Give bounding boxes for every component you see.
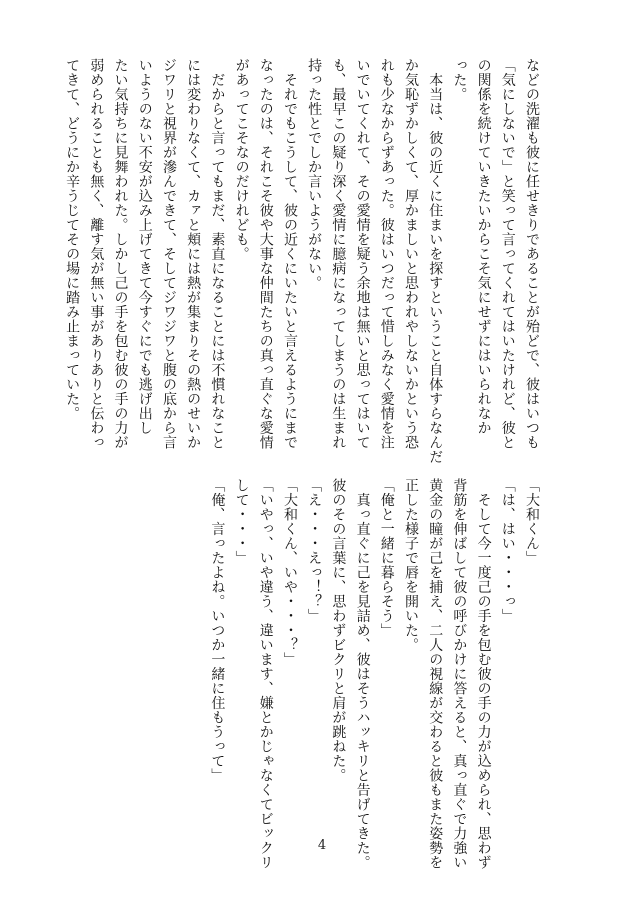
text-line: 「俺と一緒に暮らそう」: [378, 478, 395, 638]
text-line: などの洗濯も彼に任せきりであることが殆どで、彼はいつも: [524, 58, 540, 450]
page-number: 4: [317, 838, 327, 853]
text-line: だからと言ってもまだ、素直になることには不慣れなこと: [209, 58, 226, 450]
text-line: てきて、どうにか辛うじてその場に踏み止まっていた。: [64, 58, 81, 421]
text-line: 本当は、彼の近くに住まいを探すということ自体すらなんだ: [427, 58, 444, 464]
text-line: 「は、はい・・・っ」: [499, 478, 516, 623]
text-line: いでいてくれて、その愛情を疑う余地は無いと思ってはいて: [354, 58, 371, 450]
text-line: 「気にしないで」と笑って言ってくれてはいたけれど、彼と: [499, 58, 516, 450]
text-line: 黄金の瞳が己を捕え、二人の視線が交わると彼もまた姿勢を: [427, 478, 444, 870]
text-line: 正した様子で唇を開いた。: [402, 478, 419, 652]
text-line: たい気持ちに見舞われた。しかし己の手を包む彼の手の力が: [112, 58, 129, 450]
bottom-text-block: [205, 478, 544, 870]
text-line: いようのない不安が込み上げてきて今すぐにでも逃げ出し: [136, 58, 153, 435]
text-line: して・・・」: [233, 478, 250, 565]
text-line: 「俺、言ったよね。いつか一緒に住もうって」: [209, 478, 226, 783]
text-line: 持った性とでしか言いようがない。: [306, 58, 323, 290]
text-line: れも少なからずあった。彼はいつだって惜しみなく愛情を注: [378, 58, 395, 450]
text-line: があってこそなのだけれども。: [233, 58, 250, 261]
text-line: も、最早この疑り深く愛情に臆病になってしまうのは生まれ: [330, 58, 347, 450]
text-line: 「え・・・えっ！？」: [306, 478, 323, 623]
text-line: それでもこうして、彼の近くにいたいと言えるようにまで: [281, 58, 298, 450]
text-line: の関係を続けていきたいからこそ気にせずにはいられなか: [475, 58, 492, 435]
text-line: った。: [451, 58, 468, 102]
text-line: 弱められることも無く、離す気が無い事がありありと伝わっ: [88, 58, 105, 450]
text-line: か気恥ずかしくて、厚かましいと思われやしないかという恐: [402, 58, 419, 450]
text-line: なったのは、それこそ彼や大事な仲間たちの真っ直ぐな愛情: [257, 58, 274, 450]
top-text-block: [60, 58, 544, 464]
text-line: 背筋を伸ばして彼の呼びかけに答えると、真っ直ぐで力強い: [451, 478, 468, 870]
text-line: 真っ直ぐに己を見詰め、彼はそうハッキリと告げてきた。: [354, 478, 371, 870]
text-line: 「大和くん」: [524, 478, 540, 565]
text-line: には変わりなくて、カァと頬には熱が集まりその熱のせいか: [185, 58, 202, 450]
text-line: 「大和くん、いや・・・？」: [281, 478, 298, 667]
text-line: ジワリと視界が滲んできて、そしてジワジワと腹の底から言: [160, 58, 177, 450]
text-line: 「いやっ、いや違う、違います、嫌とかじゃなくてビックリ: [257, 478, 274, 870]
text-line: そして今一度己の手を包む彼の手の力が込められ、思わず: [475, 478, 492, 870]
text-line: 彼のその言葉に、思わずビクリと肩が跳ねた。: [330, 478, 347, 783]
